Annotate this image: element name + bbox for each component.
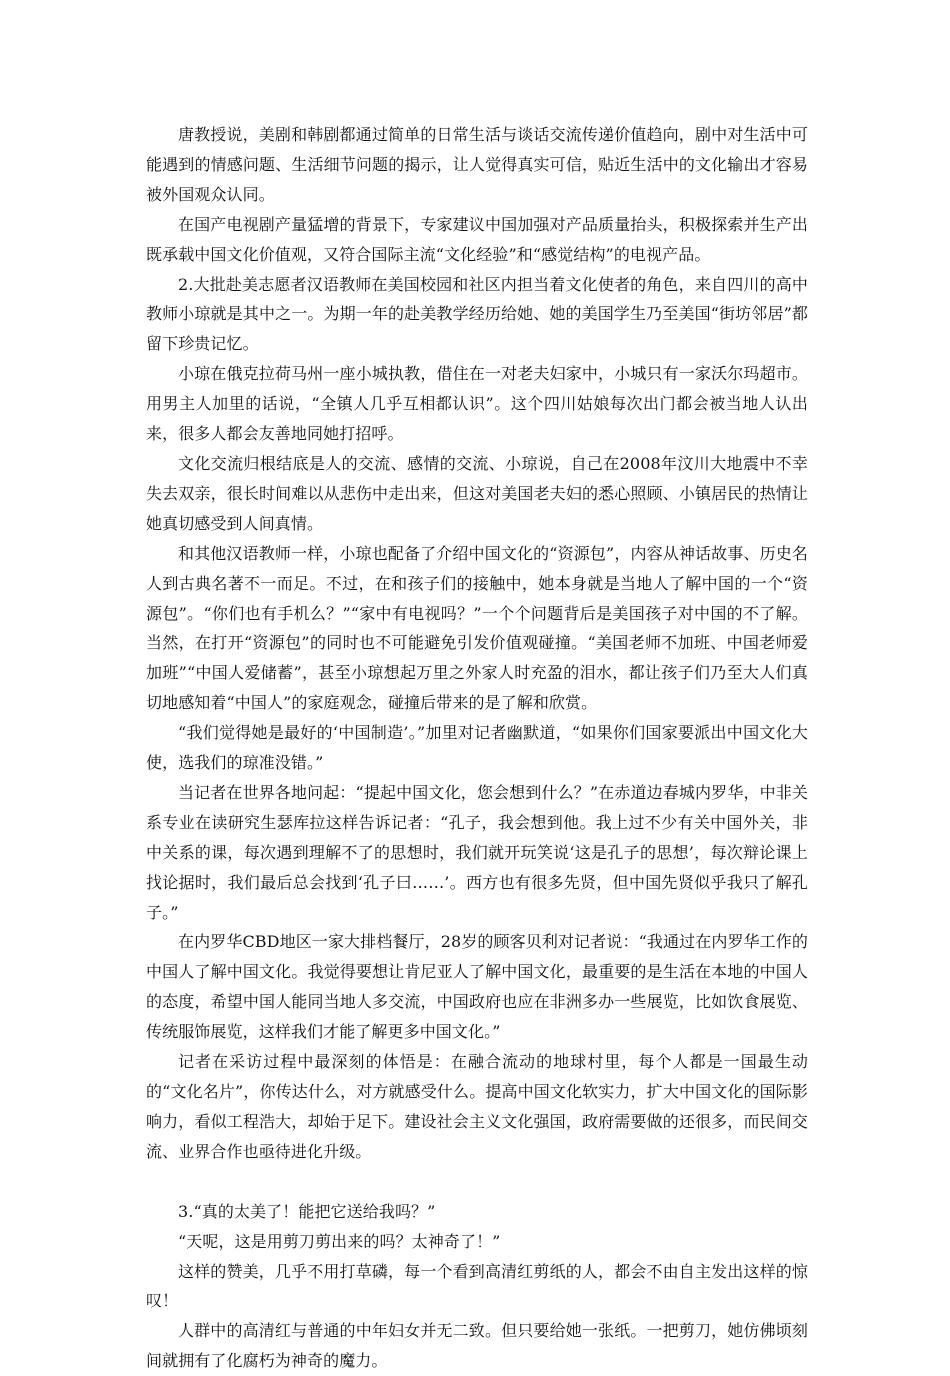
paragraph: 文化交流归根结底是人的交流、感情的交流、小琼说，自己在2008年汶川大地震中不幸失去双亲，很长时间难以从悲伤中走出来，但这对美国老夫妇的悉心照顾、小镇居民的热情让她真切感受到人间真情。 bbox=[146, 453, 808, 533]
paragraph: 唐教授说，美剧和韩剧都通过简单的日常生活与谈话交流传递价值趋向，剧中对生活中可能遇到的情感问题、生活细节问题的揭示，让人觉得真实可信，贴近生活中的文化输出才容易被外国观众认同。 bbox=[146, 125, 808, 204]
paragraph: 在内罗华CBD地区一家大排档餐厅，28岁的顾客贝利对记者说：“我通过在内罗华工作的中国人了解中国文化。我觉得要想让肯尼亚人了解中国文化，最重要的是生活在本地的中国人的态度，希望中国人能同当地人多交流，中国政府也应在非洲多办一些展览，比如饮食展览、传统服饰展览，这样我们才能了解更多中国文化。” bbox=[146, 932, 808, 1042]
paragraph: “天呢，这是用剪刀剪出来的吗？太神奇了！” bbox=[178, 1231, 501, 1251]
paragraph: 这样的赞美，几乎不用打草磷，每一个看到高清红剪纸的人，都会不由自主发出这样的惊叹！ bbox=[146, 1261, 808, 1311]
paragraph: 在国产电视剧产量猛增的背景下，专家建议中国加强对产品质量抬头，积极探索并生产出既承载中国文化价值观，又符合国际主流“文化经验”和“感觉结构”的电视产品。 bbox=[146, 214, 808, 264]
paragraph: 当记者在世界各地问起：“提起中国文化，您会想到什么？”在赤道边春城内罗华，中非关系专业在读研究生瑟库拉这样告诉记者：“孔子，我会想到他。我上过不少有关中国外关，非中关系的课，每次遇到理解不了的思想时，我们就开玩笑说‘这是孔子的思想’，每次辩论课上找论据时，我们最后总会找到‘孔子曰……’。西方也有很多先贤，但中国先贤似乎我只了解孔子。” bbox=[146, 782, 808, 922]
section-3-heading: 3.“真的太美了！能把它送给我吗？” bbox=[178, 1201, 436, 1221]
paragraph: 和其他汉语教师一样，小琼也配备了介绍中国文化的“资源包”，内容从神话故事、历史名人到古典名著不一而足。不过，在和孩子们的接触中，她本身就是当地人了解中国的一个“资源包”。“你们也有手机么？”“家中有电视吗？”一个个问题背后是美国孩子对中国的不了解。当然，在打开“资源包”的同时也不可能避免引发价值观碰撞。“美国老师不加班、中国老师爱加班”“中国人爱储蓄”，甚至小琼想起万里之外家人时充盈的泪水，都让孩子们乃至大人们真切地感知着“中国人”的家庭观念，碰撞后带来的是了解和欣赏。 bbox=[146, 543, 808, 713]
paragraph: 记者在采访过程中最深刻的体悟是：在融合流动的地球村里，每个人都是一国最生动的“文化名片”，你传达什么，对方就感受什么。提高中国文化软实力，扩大中国文化的国际影响力，看似工程浩大，却始于足下。建设社会主义文化强国，政府需要做的还很多，而民间交流、业界合作也亟待进化升级。 bbox=[146, 1052, 808, 1161]
paragraph: 小琼在俄克拉荷马州一座小城执教，借住在一对老夫妇家中，小城只有一家沃尔玛超市。用男主人加里的话说，“全镇人几乎互相都认识”。这个四川姑娘每次出门都会被当地人认出来，很多人都会友善地同她打招呼。 bbox=[146, 364, 808, 444]
document-body bbox=[146, 120, 808, 1376]
paragraph: “我们觉得她是最好的‘中国制造’。”加里对记者幽默道，“如果你们国家要派出中国文化大使，选我们的琼准没错。” bbox=[146, 723, 808, 773]
paragraph: 2.大批赴美志愿者汉语教师在美国校园和社区内担当着文化使者的角色，来自四川的高中教师小琼就是其中之一。为期一年的赴美教学经历给她、她的美国学生乃至美国“街坊邻居”都留下珍贵记忆。 bbox=[146, 274, 808, 354]
paragraph: 人群中的高清红与普通的中年妇女并无二致。但只要给她一张纸。一把剪刀，她仿佛顷刻间就拥有了化腐朽为神奇的魔力。 bbox=[146, 1321, 808, 1371]
